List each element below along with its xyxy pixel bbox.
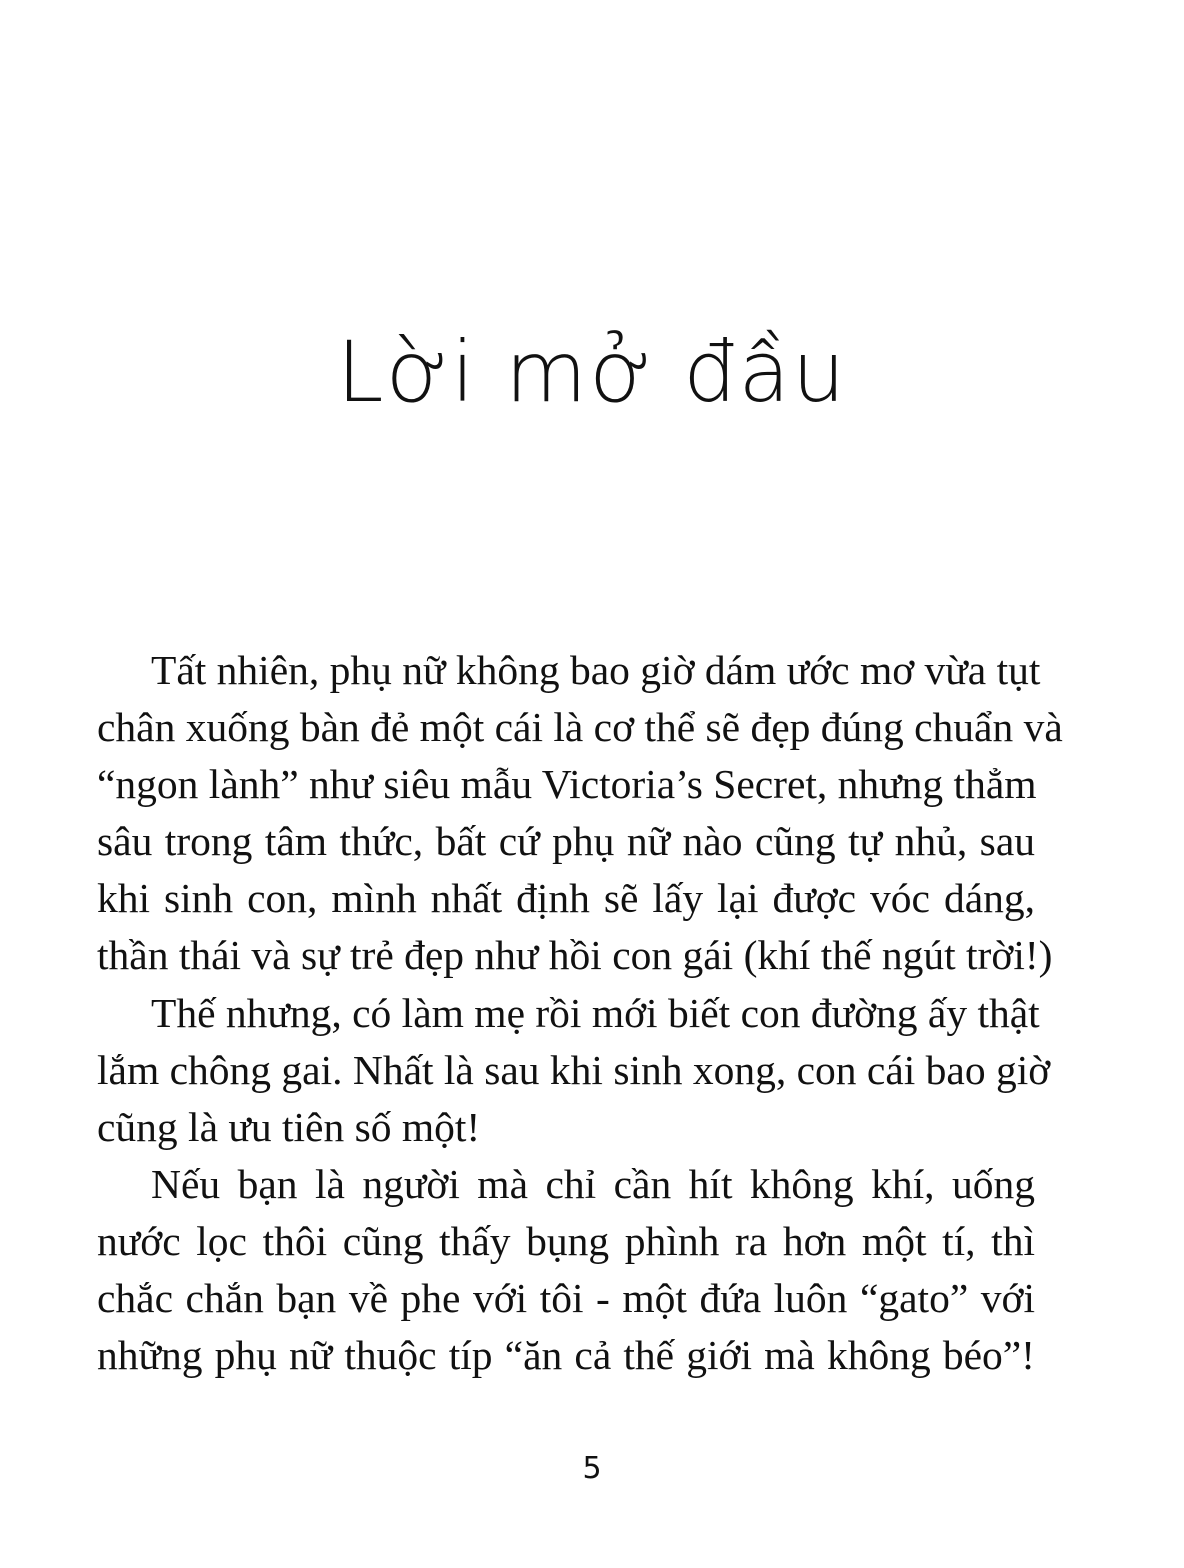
paragraph-line: khi sinh con, mình nhất định sẽ lấy lại được vóc dáng,: [97, 875, 1035, 921]
paragraph-line: Thế nhưng, có làm mẹ rồi mới biết con đường ấy thật: [151, 990, 1040, 1036]
paragraph-line: Tất nhiên, phụ nữ không bao giờ dám ước mơ vừa tụt: [151, 647, 1041, 693]
paragraph-3: [97, 1156, 1035, 1384]
paragraph-line: lắm chông gai. Nhất là sau khi sinh xong, con cái bao giờ: [97, 1047, 1051, 1093]
paragraph-line: chân xuống bàn đẻ một cái là cơ thể sẽ đẹp đúng chuẩn và: [97, 704, 1063, 750]
paragraph-2: [97, 985, 1051, 1156]
chapter-title: Lời mở đầu: [336, 323, 848, 421]
paragraph-line: Nếu bạn là người mà chỉ cần hít không khí, uống: [151, 1161, 1035, 1207]
paragraph-line: cũng là ưu tiên số một!: [97, 1104, 481, 1150]
paragraph-line: thần thái và sự trẻ đẹp như hồi con gái (khí thế ngút trời!): [97, 932, 1053, 978]
page-number: 5: [582, 1451, 602, 1486]
paragraph-line: “ngon lành” như siêu mẫu Victoria’s Secret, nhưng thẳm: [97, 761, 1037, 807]
paragraph-1: [97, 642, 1063, 984]
paragraph-line: sâu trong tâm thức, bất cứ phụ nữ nào cũng tự nhủ, sau: [97, 818, 1035, 864]
paragraph-line: chắc chắn bạn về phe với tôi - một đứa luôn “gato” với: [97, 1275, 1035, 1321]
paragraph-line: nước lọc thôi cũng thấy bụng phình ra hơn một tí, thì: [97, 1218, 1035, 1264]
paragraph-line: những phụ nữ thuộc típ “ăn cả thế giới mà không béo”!: [97, 1332, 1035, 1378]
